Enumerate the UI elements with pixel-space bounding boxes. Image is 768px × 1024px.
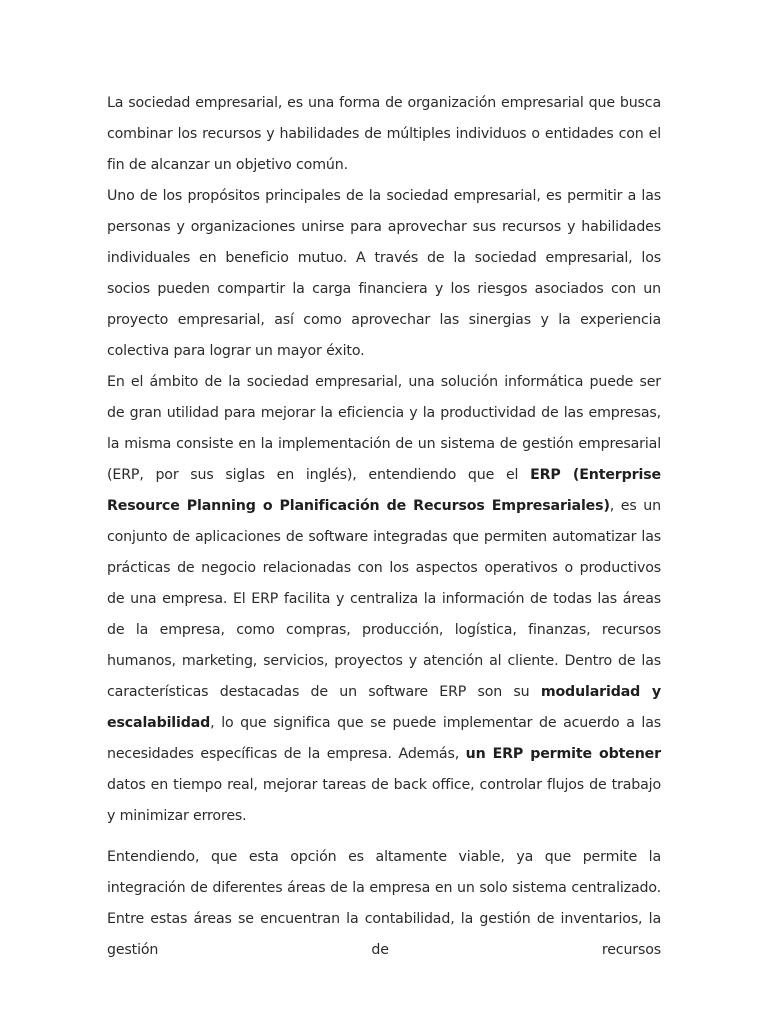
paragraph-1 <box>107 88 661 181</box>
paragraph-2 <box>107 181 661 367</box>
bold-text-run: un ERP permite obtener <box>465 746 661 762</box>
text-run: , lo que significa que se puede implementar de acuerdo a las necesidades específicas de la empresa. Además, <box>107 715 661 762</box>
paragraph-3 <box>107 367 661 832</box>
bold-text-run: ERP (Enterprise Resource Planning o Planificación de Recursos Empresariales) <box>107 467 661 514</box>
document-body <box>107 88 661 966</box>
text-run: datos en tiempo real, mejorar tareas de back office, controlar flujos de trabajo y minimizar errores. <box>107 777 661 824</box>
text-run: En el ámbito de la sociedad empresarial, una solución informática puede ser de gran utilidad para mejorar la eficiencia y la productividad de las empresas, la misma consiste en la implementación de un sistema de gestión empresarial (ERP, por sus siglas en inglés), entendiendo que el <box>107 374 661 483</box>
text-run: Entendiendo, que esta opción es altamente viable, ya que permite la integración de diferentes áreas de la empresa en un solo sistema centralizado. Entre estas áreas se encuentran la contabilidad, la gestión de inventarios, la gestión de recursos <box>107 849 661 958</box>
text-run: Uno de los propósitos principales de la sociedad empresarial, es permitir a las personas y organizaciones unirse para aprovechar sus recursos y habilidades individuales en beneficio mutuo. A través de la sociedad empresarial, los socios pueden compartir la carga financiera y los riesgos asociados con un proyecto empresarial, así como aprovechar las sinergias y la experiencia colectiva para lograr un mayor éxito. <box>107 188 661 359</box>
bold-text-run: modularidad y escalabilidad <box>107 684 661 731</box>
text-run: La sociedad empresarial, es una forma de organización empresarial que busca combinar los recursos y habilidades de múltiples individuos o entidades con el fin de alcanzar un objetivo común. <box>107 95 661 173</box>
text-run: , es un conjunto de aplicaciones de software integradas que permiten automatizar las prácticas de negocio relacionadas con los aspectos operativos o productivos de una empresa. El ERP facilita y centraliza la información de todas las áreas de la empresa, como compras, producción, logística, finanzas, recursos humanos, marketing, servicios, proyectos y atención al cliente. Dentro de las características destacadas de un software ERP son su <box>107 498 661 700</box>
paragraph-4 <box>107 842 661 966</box>
